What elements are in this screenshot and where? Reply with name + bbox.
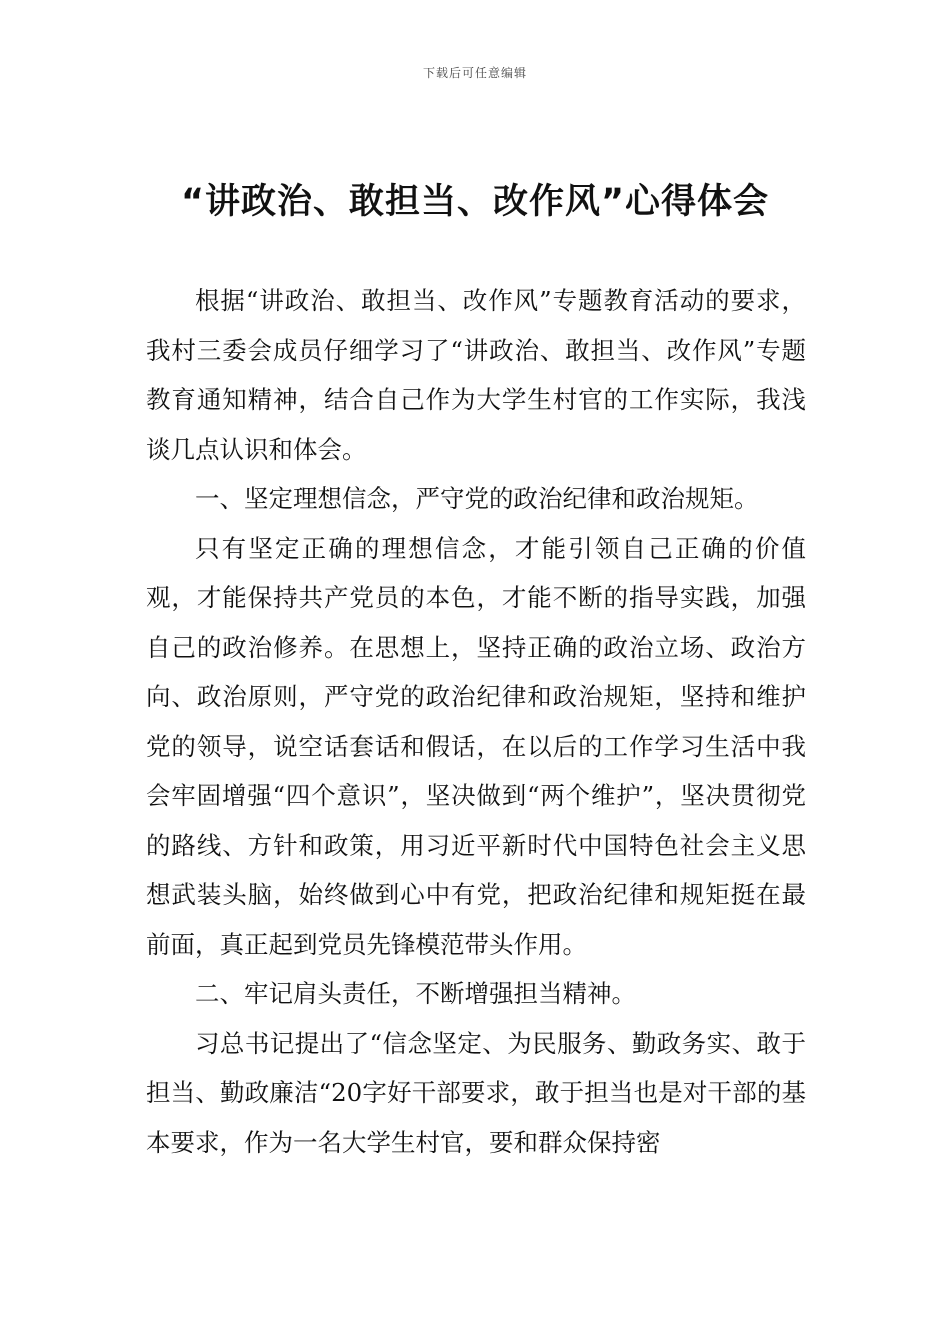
paragraph-section-1: 只有坚定正确的理想信念，才能引领自己正确的价值观，才能保持共产党员的本色，才能不断的指导实践，加强自己的政治修养。在思想上，坚持正确的政治立场、政治方向、政治原则，严守党的政治纪律和政治规矩，坚持和维护党的领导，说空话套话和假话，在以后的工作学习生活中我会牢固增强“四个意识”，坚决做到“两个维护”，坚决贯彻党的路线、方针和政策，用习近平新时代中国特色社会主义思想武装头脑，始终做到心中有党，把政治纪律和规矩挺在最前面，真正起到党员先锋模范带头作用。 <box>146 533 806 959</box>
paragraph-section-2: 习总书记提出了“信念坚定、为民服务、勤政务实、敢于担当、勤政廉洁“20字好干部要求，敢于担当也是对干部的基本要求，作为一名大学生村官，要和群众保持密 <box>146 1028 806 1157</box>
document-title: “讲政治、敢担当、改作风”心得体会 <box>180 182 769 222</box>
header-note: 下载后可任意编辑 <box>422 66 527 80</box>
paragraph-intro: 根据“讲政治、敢担当、改作风”专题教育活动的要求，我村三委会成员仔细学习了“讲政治、敢担当、改作风”专题教育通知精神，结合自己作为大学生村官的工作实际，我浅谈几点认识和体会。 <box>146 286 806 464</box>
document-body <box>146 276 806 1167</box>
section-heading-2: 二、牢记肩头责任，不断增强担当精神。 <box>195 979 636 1008</box>
section-heading-1: 一、坚定理想信念，严守党的政治纪律和政治规矩。 <box>195 484 759 513</box>
